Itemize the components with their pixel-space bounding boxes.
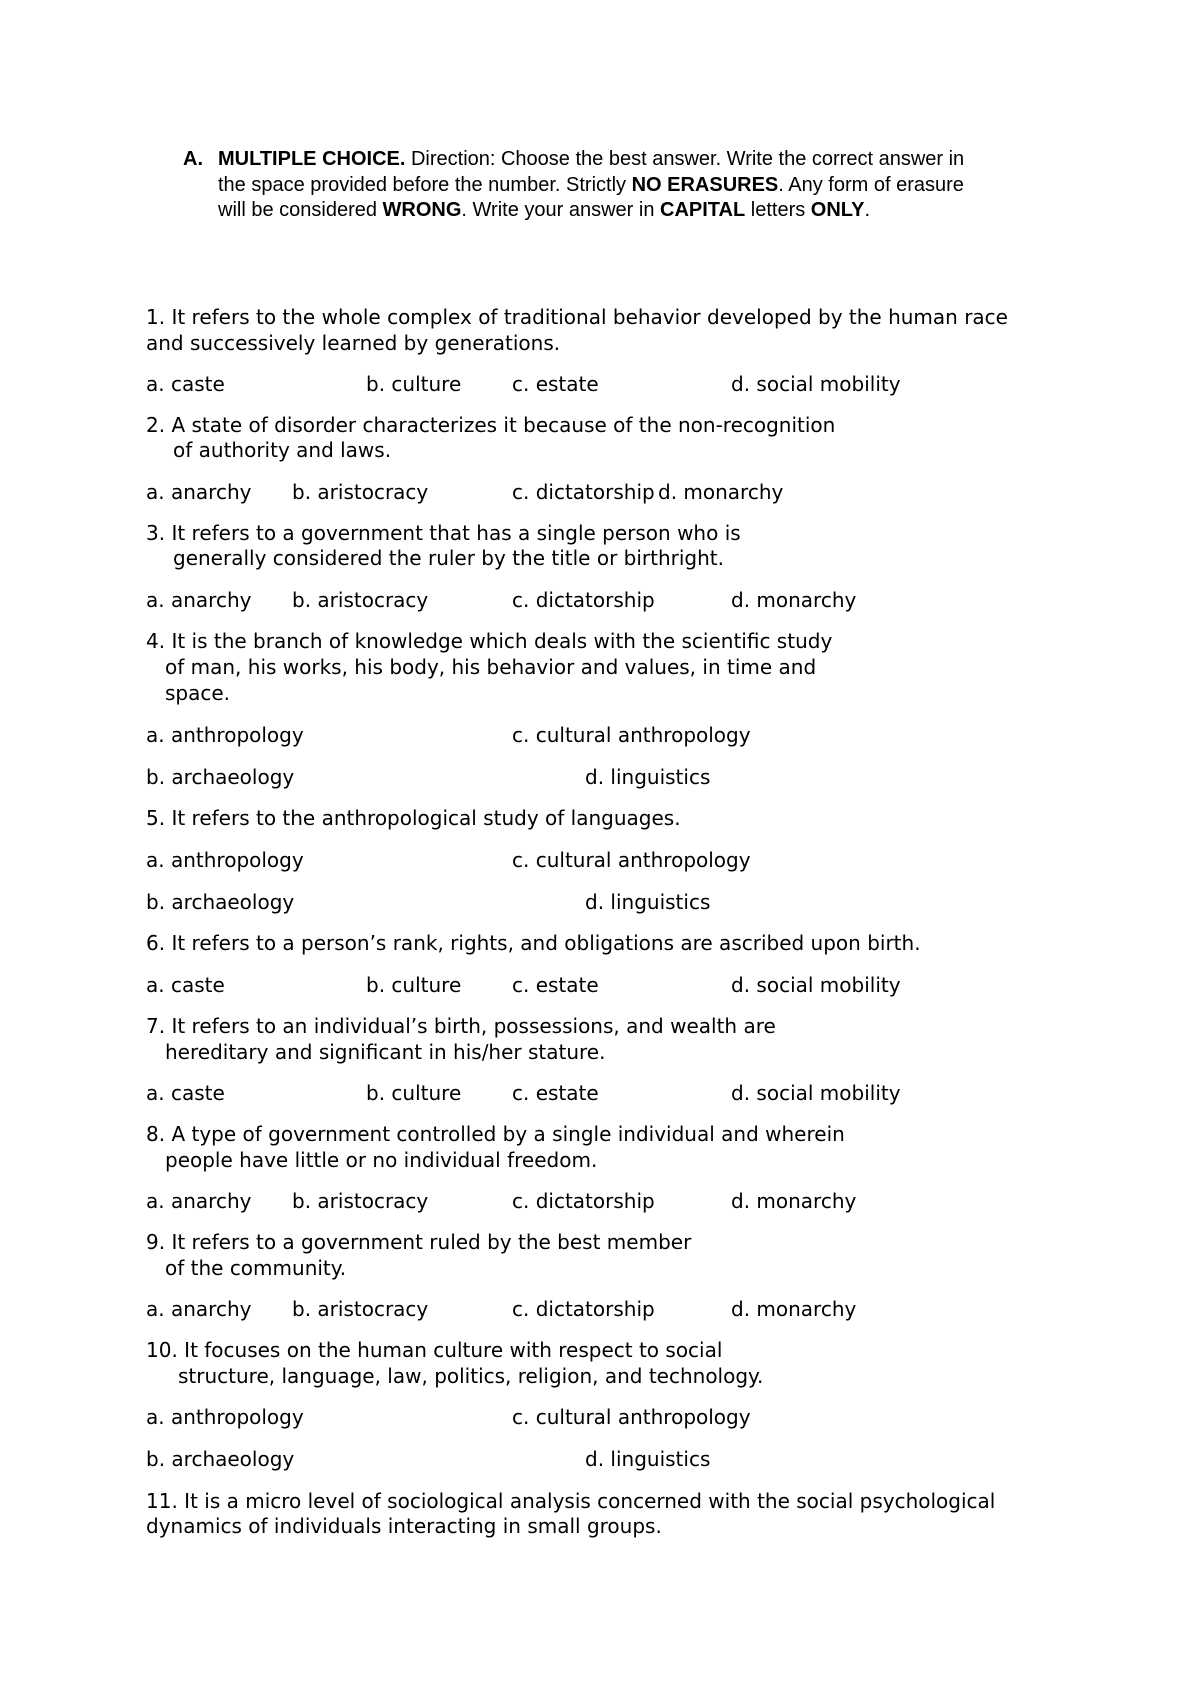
- q4-option-d: d. linguistics: [585, 765, 711, 789]
- q2-option-b: b. aristocracy: [292, 480, 429, 504]
- q1-option-a: a. caste: [146, 372, 225, 396]
- question-7-text-cont: hereditary and significant in his/her stature.: [165, 1040, 606, 1064]
- q4-option-b: b. archaeology: [146, 765, 295, 789]
- q5-option-b: b. archaeology: [146, 890, 295, 914]
- section-label: A.: [183, 148, 203, 170]
- q2-option-a: a. anarchy: [146, 480, 252, 504]
- directions-line-1: MULTIPLE CHOICE. Direction: Choose the best answer. Write the correct answer in: [218, 148, 965, 170]
- q8-option-b: b. aristocracy: [292, 1189, 429, 1213]
- question-4-text-cont: of man, his works, his body, his behavior and values, in time and: [165, 655, 817, 679]
- question-11-text-cont: dynamics of individuals interacting in small groups.: [146, 1514, 662, 1538]
- q5-option-c: c. cultural anthropology: [512, 848, 751, 872]
- q5-option-d: d. linguistics: [585, 890, 711, 914]
- question-3-text-cont: generally considered the ruler by the title or birthright.: [173, 546, 724, 570]
- question-10-text: 10. It focuses on the human culture with respect to social: [146, 1338, 723, 1362]
- q3-option-d: d. monarchy: [731, 588, 857, 612]
- q4-option-c: c. cultural anthropology: [512, 723, 751, 747]
- question-8-text-cont: people have little or no individual freedom.: [165, 1148, 598, 1172]
- question-6-text: 6. It refers to a person’s rank, rights, and obligations are ascribed upon birth.: [146, 931, 921, 955]
- q9-option-c: c. dictatorship: [512, 1297, 655, 1321]
- q9-option-a: a. anarchy: [146, 1297, 252, 1321]
- q3-option-c: c. dictatorship: [512, 588, 655, 612]
- q10-option-a: a. anthropology: [146, 1405, 304, 1429]
- q7-option-a: a. caste: [146, 1081, 225, 1105]
- q8-option-c: c. dictatorship: [512, 1189, 655, 1213]
- directions-line-2: the space provided before the number. Strictly NO ERASURES. Any form of erasure: [218, 174, 964, 196]
- q6-option-a: a. caste: [146, 973, 225, 997]
- question-3-text: 3. It refers to a government that has a single person who is: [146, 521, 741, 545]
- directions-line-3: will be considered WRONG. Write your answer in CAPITAL letters ONLY.: [218, 199, 871, 221]
- question-7-text: 7. It refers to an individual’s birth, possessions, and wealth are: [146, 1014, 776, 1038]
- q10-option-c: c. cultural anthropology: [512, 1405, 751, 1429]
- q7-option-d: d. social mobility: [731, 1081, 901, 1105]
- q4-option-a: a. anthropology: [146, 723, 304, 747]
- q1-option-b: b. culture: [366, 372, 462, 396]
- q3-option-a: a. anarchy: [146, 588, 252, 612]
- q8-option-d: d. monarchy: [731, 1189, 857, 1213]
- question-11-text: 11. It is a micro level of sociological analysis concerned with the social psychological: [146, 1489, 996, 1513]
- q1-option-d: d. social mobility: [731, 372, 901, 396]
- q6-option-d: d. social mobility: [731, 973, 901, 997]
- question-4-text: 4. It is the branch of knowledge which deals with the scientific study: [146, 629, 833, 653]
- q5-option-a: a. anthropology: [146, 848, 304, 872]
- question-5-text: 5. It refers to the anthropological study of languages.: [146, 806, 681, 830]
- q10-option-d: d. linguistics: [585, 1447, 711, 1471]
- question-9-text: 9. It refers to a government ruled by the best member: [146, 1230, 692, 1254]
- question-1-text-cont: and successively learned by generations.: [146, 331, 561, 355]
- q2-option-d: d. monarchy: [658, 480, 784, 504]
- question-9-text-cont: of the community.: [165, 1256, 347, 1280]
- question-2-text-cont: of authority and laws.: [173, 438, 392, 462]
- q2-option-c: c. dictatorship: [512, 480, 655, 504]
- q9-option-d: d. monarchy: [731, 1297, 857, 1321]
- q7-option-c: c. estate: [512, 1081, 599, 1105]
- question-4-text-cont-2: space.: [165, 681, 231, 705]
- q10-option-b: b. archaeology: [146, 1447, 295, 1471]
- q6-option-b: b. culture: [366, 973, 462, 997]
- question-8-text: 8. A type of government controlled by a single individual and wherein: [146, 1122, 845, 1146]
- q8-option-a: a. anarchy: [146, 1189, 252, 1213]
- section-title: MULTIPLE CHOICE.: [218, 148, 406, 170]
- question-1-text: 1. It refers to the whole complex of traditional behavior developed by the human race: [146, 305, 1008, 329]
- q9-option-b: b. aristocracy: [292, 1297, 429, 1321]
- question-2-text: 2. A state of disorder characterizes it because of the non-recognition: [146, 413, 836, 437]
- question-10-text-cont: structure, language, law, politics, religion, and technology.: [178, 1364, 764, 1388]
- q3-option-b: b. aristocracy: [292, 588, 429, 612]
- q7-option-b: b. culture: [366, 1081, 462, 1105]
- q6-option-c: c. estate: [512, 973, 599, 997]
- q1-option-c: c. estate: [512, 372, 599, 396]
